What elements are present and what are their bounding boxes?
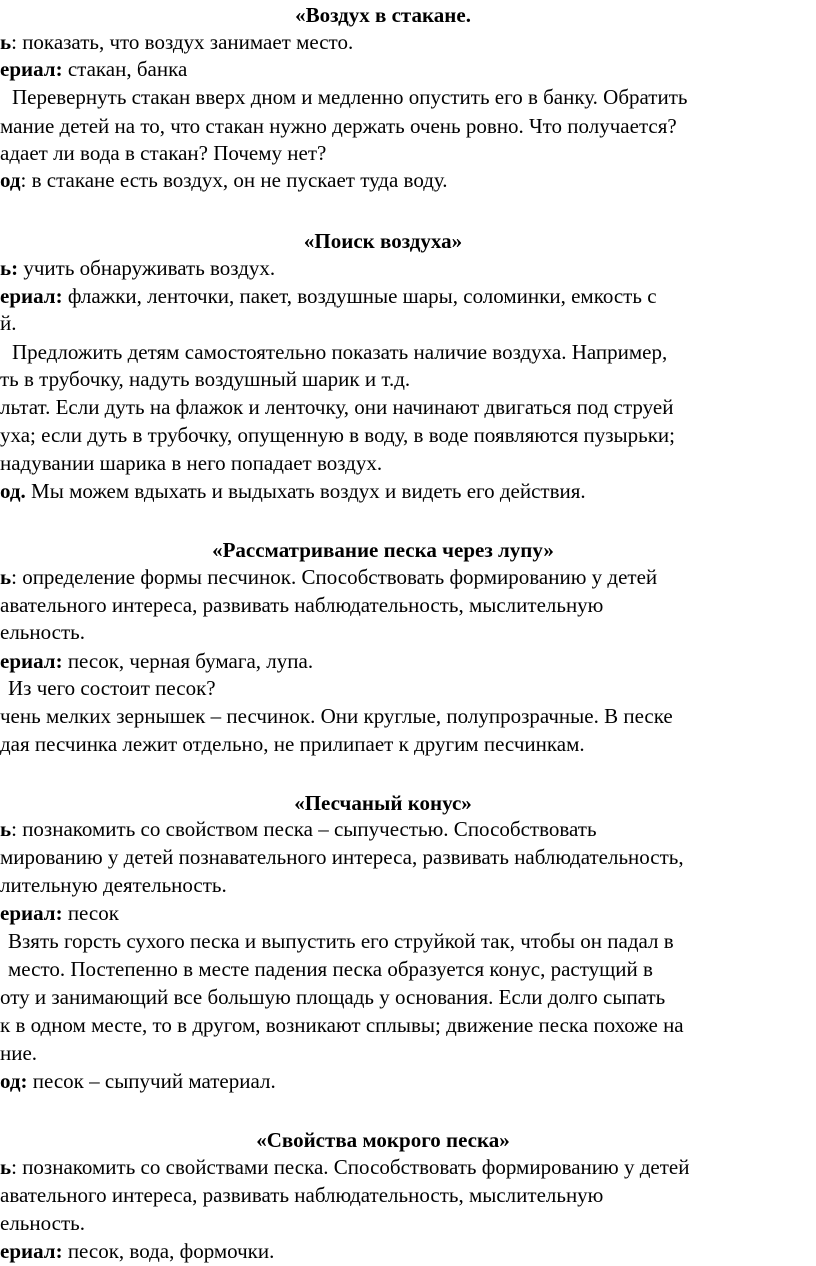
text-line: й. [0, 311, 17, 335]
text-line: Перевернуть стакан вверх дном и медленно опустить его в банку. Обратить [12, 85, 688, 109]
text-line: ериал: песок, черная бумага, лупа. [0, 649, 314, 673]
text-line: Взять горсть сухого песка и выпустить его струйкой так, чтобы он падал в [8, 929, 674, 953]
text-line: од: в стакане есть воздух, он не пускает туда воду. [0, 168, 448, 192]
text-line: мированию у детей познавательного интереса, развивать наблюдательность, [0, 845, 684, 869]
text-line: ь: показать, что воздух занимает место. [0, 30, 354, 54]
text-line: од. Мы можем вдыхать и выдыхать воздух и видеть его действия. [0, 479, 586, 503]
text-line: оту и занимающий все большую площадь у основания. Если долго сыпать [0, 985, 666, 1009]
text-line: к в одном месте, то в другом, возникают сплывы; движение песка похоже на [0, 1013, 684, 1037]
text-line: ериал: флажки, ленточки, пакет, воздушные шары, соломинки, емкость с [0, 284, 657, 308]
text-line: ериал: стакан, банка [0, 57, 188, 81]
text-line: ь: учить обнаруживать воздух. [0, 256, 276, 280]
text-line: авательного интереса, развивать наблюдательность, мыслительную [0, 1183, 604, 1207]
text-line: дая песчинка лежит отдельно, не прилипает к другим песчинкам. [0, 732, 585, 756]
section-title-wet-sand: «Свойства мокрого песка» [256, 1128, 510, 1152]
text-line: Из чего состоит песок? [8, 676, 216, 700]
text-line: уха; если дуть в трубочку, опущенную в воду, в воде появляются пузырьки; [0, 423, 675, 447]
section-title-sand-magnifier: «Рассматривание песка через лупу» [212, 538, 554, 562]
text-line: ельность. [0, 1211, 85, 1235]
text-line: ть в трубочку, надуть воздушный шарик и т.д. [0, 367, 411, 391]
text-line: адает ли вода в стакан? Почему нет? [0, 141, 327, 165]
text-line: ь: определение формы песчинок. Способствовать формированию у детей [0, 565, 658, 589]
text-line: место. Постепенно в месте падения песка образуется конус, растущий в [8, 957, 653, 981]
text-line: ние. [0, 1041, 38, 1065]
section-title-sand-cone: «Песчаный конус» [294, 791, 472, 815]
text-line: Предложить детям самостоятельно показать наличие воздуха. Например, [12, 340, 668, 364]
text-line: од: песок – сыпучий материал. [0, 1069, 276, 1093]
text-line: надувании шарика в него попадает воздух. [0, 451, 383, 475]
text-line: ь: познакомить со свойством песка – сыпучестью. Способствовать [0, 817, 597, 841]
text-line: авательного интереса, развивать наблюдательность, мыслительную [0, 593, 604, 617]
text-line: чень мелких зернышек – песчинок. Они круглые, полупрозрачные. В песке [0, 704, 673, 728]
text-line: ериал: песок, вода, формочки. [0, 1239, 275, 1263]
text-line: ельность. [0, 620, 85, 644]
text-line: льтат. Если дуть на флажок и ленточку, они начинают двигаться под струей [0, 395, 674, 419]
text-line: мание детей на то, что стакан нужно держать очень ровно. Что получается? [0, 114, 677, 138]
text-line: ь: познакомить со свойствами песка. Способствовать формированию у детей [0, 1155, 690, 1179]
text-line: ериал: песок [0, 901, 119, 925]
section-title-air-in-glass: «Воздух в стакане. [295, 3, 471, 27]
text-line: лительную деятельность. [0, 873, 227, 897]
section-title-air-search: «Поиск воздуха» [303, 229, 463, 253]
